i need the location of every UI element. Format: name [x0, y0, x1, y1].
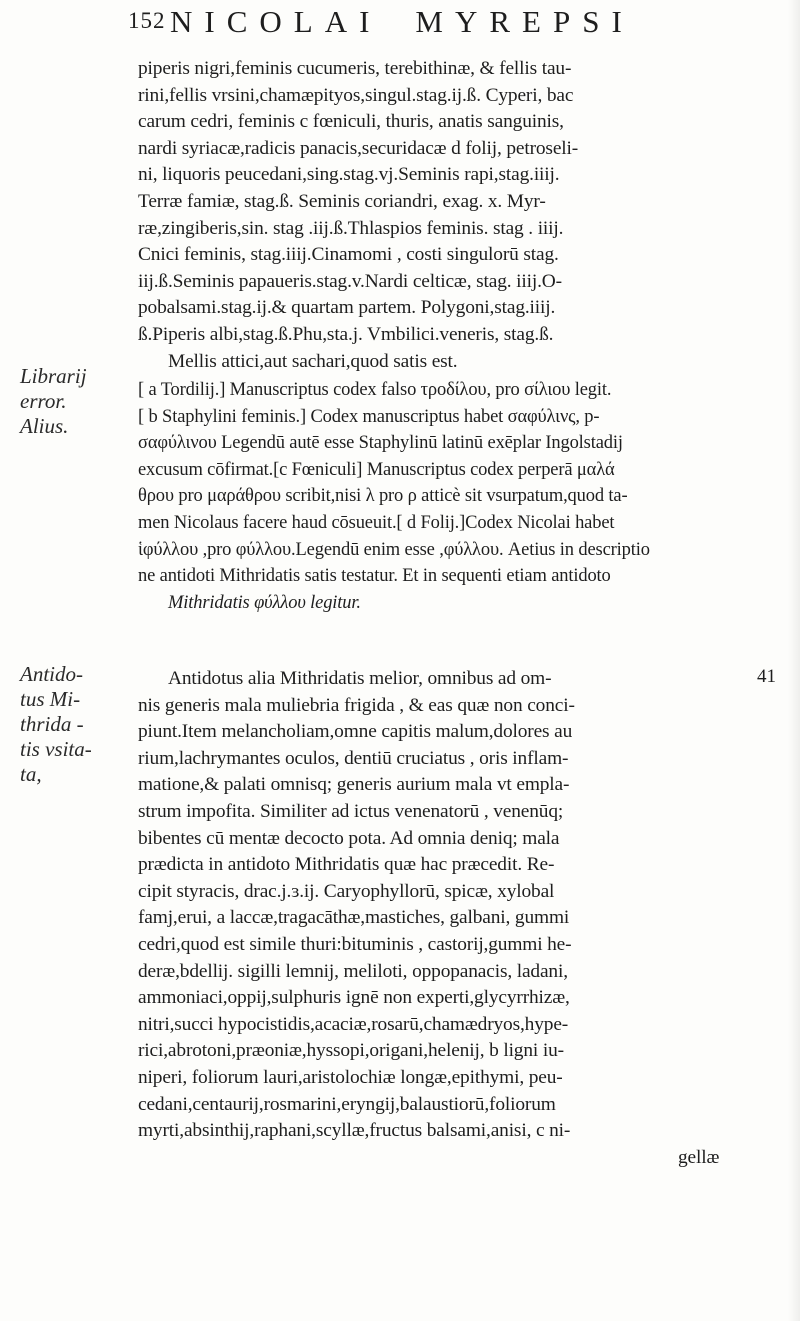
text-line: rium,lachrymantes oculos, dentiū cruciatus , oris inflam-: [138, 747, 569, 769]
text-line: [ a Tordilij.] Manuscriptus codex falso τροδίλου, pro σίλιου legit.: [138, 380, 612, 400]
text-line: rini,fellis vrsini,chamæpityos,singul.stag.ij.ß. Cyperi, bac: [138, 84, 574, 106]
text-line: Cnici feminis, stag.iiij.Cinamomi , costi singulorū stag.: [138, 244, 559, 266]
margin-note-line: tus Mi-: [20, 687, 81, 711]
title-word: MYREPSI: [415, 4, 634, 39]
text-line: Terræ famiæ, stag.ß. Seminis coriandri, exag. x. Myr-: [138, 190, 546, 212]
text-line: carum cedri, feminis c fœniculi, thuris, anatis sanguinis,: [138, 111, 564, 133]
text-line: [ b Staphylini feminis.] Codex manuscriptus habet σαφύλινς, p-: [138, 406, 600, 427]
text-line: Mithridatis φύλλου legitur.: [168, 592, 361, 613]
text-line: Antidotus alia Mithridatis melior, omnibus ad om-: [168, 668, 552, 689]
text-line: strum impofita. Similiter ad ictus venenatorū , venenūq;: [138, 800, 564, 822]
text-line: ἱφύλλου ,pro φύλλου.Legendū enim esse ,φύλλου. Aetius in descriptio: [138, 539, 650, 560]
page-edge-shadow: [788, 0, 800, 1321]
catchword: gellæ: [678, 1146, 720, 1168]
text-line: ammoniaci,oppij,sulphuris ignē non experti,glycyrrhizæ,: [138, 987, 570, 1009]
text-line: θρου pro μαράθρου scribit,nisi λ pro ρ atticè sit vsurpatum,quod ta-: [138, 486, 628, 507]
margin-note-line: Librarij: [20, 364, 87, 388]
running-title: [170, 4, 634, 40]
text-line: men Nicolaus facere haud cōsueuit.[ d Folij.]Codex Nicolai habet: [138, 512, 615, 533]
text-line: pobalsami.stag.ij.& quartam partem. Polygoni,stag.iiij.: [138, 297, 556, 319]
text-line: σαφύλινου Legendū autē esse Staphylinū latinū exēplar Ingolstadij: [138, 433, 623, 454]
text-line: ne antidoti Mithridatis satis testatur. Et in sequenti etiam antidoto: [138, 566, 611, 587]
text-line: myrti,absinthij,raphani,scyllæ,fructus balsami,anisi, c ni-: [138, 1120, 571, 1142]
text-line: ræ,zingiberis,sin. stag .iij.ß.Thlaspios feminis. stag . iiij.: [138, 217, 564, 239]
margin-note-line: ta,: [20, 762, 42, 786]
text-line: rici,abrotoni,præoniæ,hyssopi,origani,helenij, b ligni iu-: [138, 1040, 564, 1062]
text-line: excusum cōfirmat.[c Fœniculi] Manuscriptus codex perperā μαλά: [138, 459, 615, 480]
text-line: matione,& palati omnisq; generis aurium mala vt empla-: [138, 774, 570, 796]
margin-note-line: Alius.: [20, 414, 69, 438]
margin-note-antidotus: [20, 662, 130, 787]
text-line: bibentes cū mentæ decocto pota. Ad omnia deniq; mala: [138, 827, 560, 849]
text-line: Mellis attici,aut sachari,quod satis est.: [168, 350, 458, 372]
marginal-line-number: 41: [757, 666, 776, 687]
margin-note-librarii-error: [20, 364, 130, 439]
antidotus-paragraph: [138, 666, 783, 1171]
text-line: cipit styracis, drac.j.ɜ.ij. Caryophyllorū, spicæ, xylobal: [138, 880, 555, 902]
text-line: iij.ß.Seminis papaueris.stag.v.Nardi celticæ, stag. iiij.O-: [138, 270, 562, 292]
recipe-paragraph: [138, 56, 783, 375]
margin-note-line: error.: [20, 389, 67, 413]
text-line: piperis nigri,feminis cucumeris, terebithinæ, & fellis tau-: [138, 58, 572, 79]
text-line: prædicta in antidoto Mithridatis quæ hac præcedit. Re-: [138, 854, 555, 876]
page-number: 152: [128, 8, 166, 33]
text-line: cedri,quod est simile thuri:bituminis , castorij,gummi he-: [138, 933, 572, 955]
margin-note-line: tis vsita-: [20, 737, 92, 761]
text-line: deræ,bdellij. sigilli lemnij, meliloti, oppopanacis, ladani,: [138, 960, 568, 982]
text-line: cedani,centaurij,rosmarini,eryngij,balaustiorū,foliorum: [138, 1093, 556, 1115]
text-line: niperi, foliorum lauri,aristolochiæ longæ,epithymi, peu-: [138, 1066, 563, 1088]
text-line: piunt.Item melancholiam,omne capitis malum,dolores au: [138, 721, 573, 743]
running-header: [128, 4, 778, 44]
text-line: nis generis mala muliebria frigida , & eas quæ non conci-: [138, 694, 575, 716]
text-line: ß.Piperis albi,stag.ß.Phu,sta.j. Vmbilici.veneris, stag.ß.: [138, 323, 554, 345]
annotations-paragraph: [138, 377, 783, 616]
text-line: ni, liquoris peucedani,sing.stag.vj.Seminis rapi,stag.iiij.: [138, 164, 560, 186]
text-line: nardi syriacæ,radicis panacis,securidacæ d folij, petroseli-: [138, 137, 579, 159]
margin-note-line: Antido-: [20, 662, 83, 686]
author-word: NICOLAI: [170, 4, 382, 39]
text-line: famj,erui, a laccæ,tragacāthæ,mastiches, galbani, gummi: [138, 907, 570, 929]
text-line: nitri,succi hypocistidis,acaciæ,rosarū,chamædryos,hype-: [138, 1013, 569, 1035]
margin-note-line: thrida -: [20, 712, 84, 736]
